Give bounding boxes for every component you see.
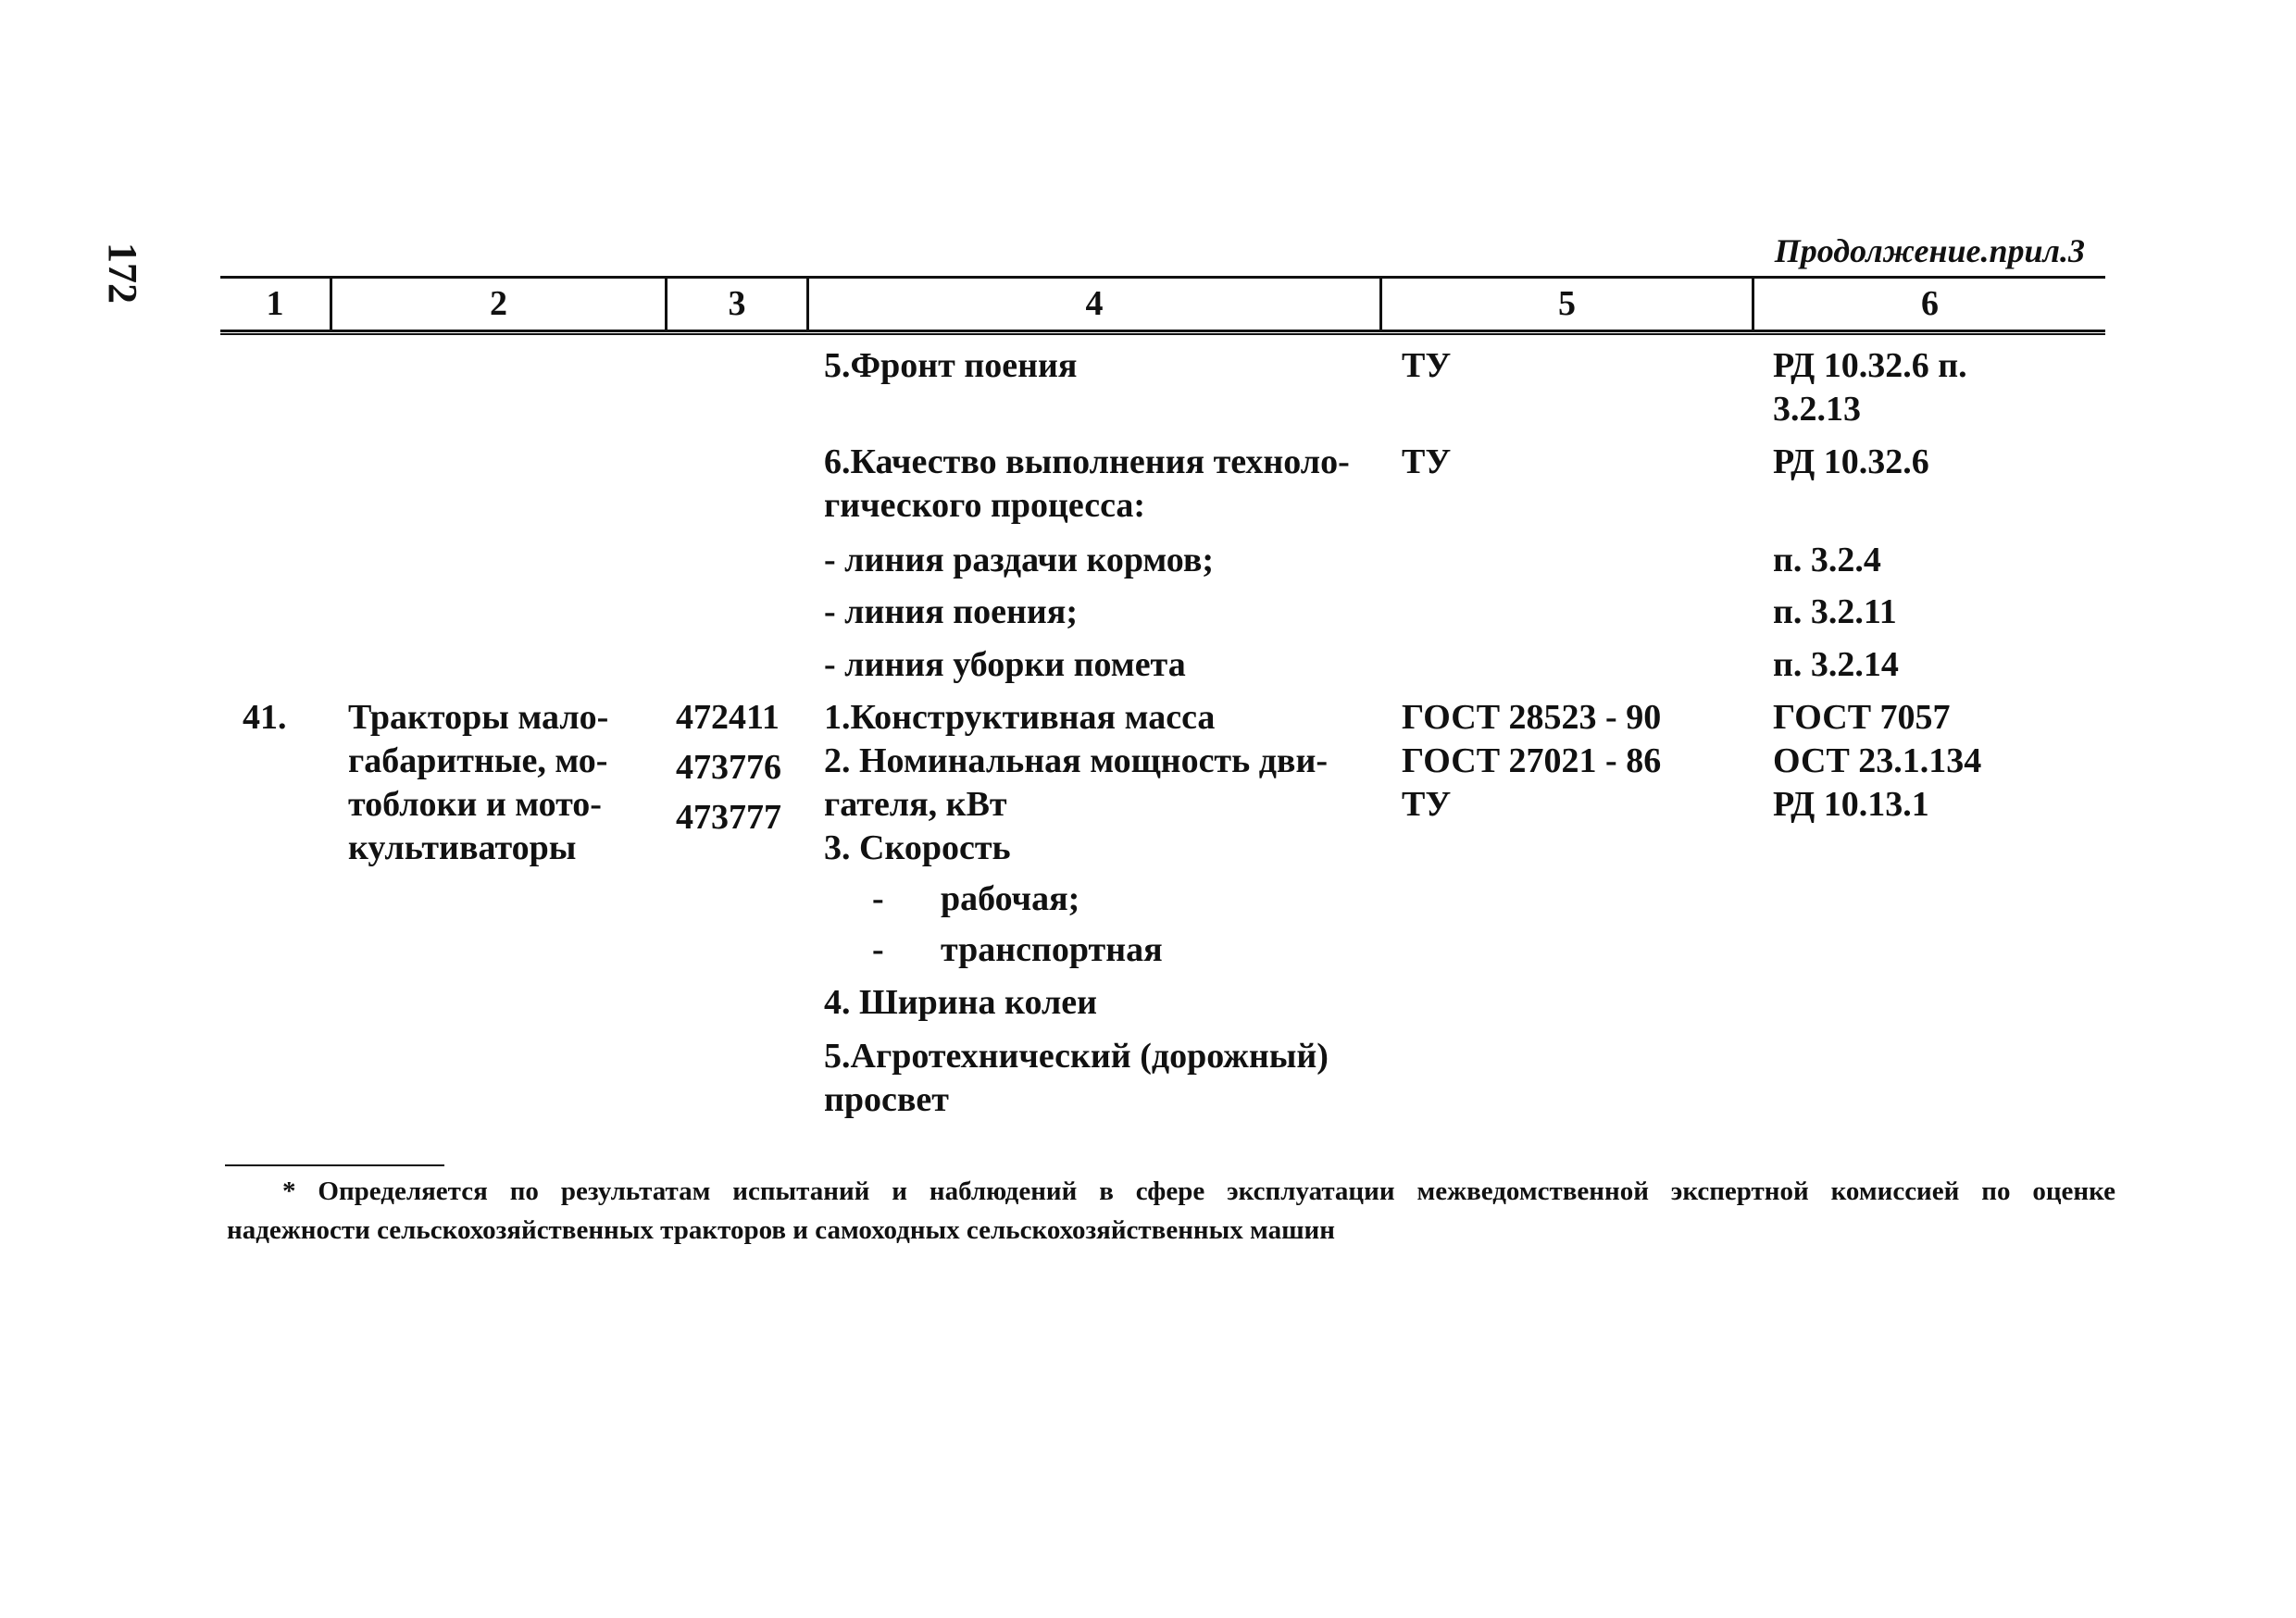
row-method: п. 3.2.14 xyxy=(1773,645,1899,684)
continuation-label: Продолжение.прил.3 xyxy=(1774,232,2085,269)
row-indicator: гического процесса: xyxy=(824,486,1146,525)
row-method: 3.2.13 xyxy=(1773,390,1861,429)
row-indicator: 1.Конструктивная масса xyxy=(824,698,1216,737)
row-code: 472411 xyxy=(676,698,780,737)
row-standard: ТУ xyxy=(1402,442,1452,481)
row-indicator: - линия раздачи кормов; xyxy=(824,541,1215,579)
row-number: 41. xyxy=(243,698,287,737)
row-method: ОСТ 23.1.134 xyxy=(1773,741,1982,780)
row-indicator: 5.Фронт поения xyxy=(824,346,1078,385)
row-standard: ТУ xyxy=(1402,346,1452,385)
header-col-5: 5 xyxy=(1558,284,1576,323)
row-indicator: 6.Качество выполнения техноло- xyxy=(824,442,1350,481)
row-code: 473776 xyxy=(676,748,781,787)
header-col-3: 3 xyxy=(728,284,746,323)
row-name: культиваторы xyxy=(348,828,577,867)
header-col-1: 1 xyxy=(266,284,284,323)
footnote xyxy=(227,1172,2115,1250)
row-name: тоблоки и мото- xyxy=(348,785,602,824)
header-col-2: 2 xyxy=(490,284,507,323)
row-indicator: 2. Номинальная мощность дви- xyxy=(824,741,1328,780)
header-col-6: 6 xyxy=(1921,284,1939,323)
speed-dash: - xyxy=(872,879,884,918)
header-col-4: 4 xyxy=(1085,284,1104,323)
table-top-rule xyxy=(220,276,2105,279)
speed-dash: - xyxy=(872,930,884,969)
row-method: п. 3.2.4 xyxy=(1773,541,1881,579)
speed-label: рабочая; xyxy=(941,879,1080,918)
row-indicator: просвет xyxy=(824,1080,949,1119)
row-name: Тракторы мало- xyxy=(348,698,609,737)
row-indicator: гателя, кВт xyxy=(824,785,1007,824)
table-header-bottom-rule xyxy=(220,330,2105,332)
row-indicator: - линия уборки помета xyxy=(824,645,1186,684)
row-indicator: 4. Ширина колеи xyxy=(824,983,1098,1022)
row-method: п. 3.2.11 xyxy=(1773,592,1897,631)
row-standard: ТУ xyxy=(1402,785,1452,824)
speed-label: транспортная xyxy=(941,930,1163,969)
row-name: габаритные, мо- xyxy=(348,741,608,780)
footnote-line-1: * Определяется по результатам испытаний и наблюдений в сфере эксплуатации межведомственной экспертной комиссией по оценке xyxy=(282,1176,2115,1206)
row-method: ГОСТ 7057 xyxy=(1773,698,1951,737)
page-number: 172 xyxy=(100,243,145,304)
table-header-bottom-rule-2 xyxy=(220,333,2105,335)
footnote-line-2: надежности сельскохозяйственных тракторов и самоходных сельскохозяйственных машин xyxy=(227,1215,1335,1245)
row-indicator: 5.Агротехнический (дорожный) xyxy=(824,1037,1329,1076)
footnote-rule xyxy=(225,1164,444,1166)
row-method: РД 10.13.1 xyxy=(1773,785,1929,824)
row-standard: ГОСТ 28523 - 90 xyxy=(1402,698,1662,737)
row-code: 473777 xyxy=(676,798,781,837)
row-method: РД 10.32.6 xyxy=(1773,442,1929,481)
row-indicator: 3. Скорость xyxy=(824,828,1011,867)
row-indicator: - линия поения; xyxy=(824,592,1078,631)
row-method: РД 10.32.6 п. xyxy=(1773,346,1967,385)
row-standard: ГОСТ 27021 - 86 xyxy=(1402,741,1662,780)
